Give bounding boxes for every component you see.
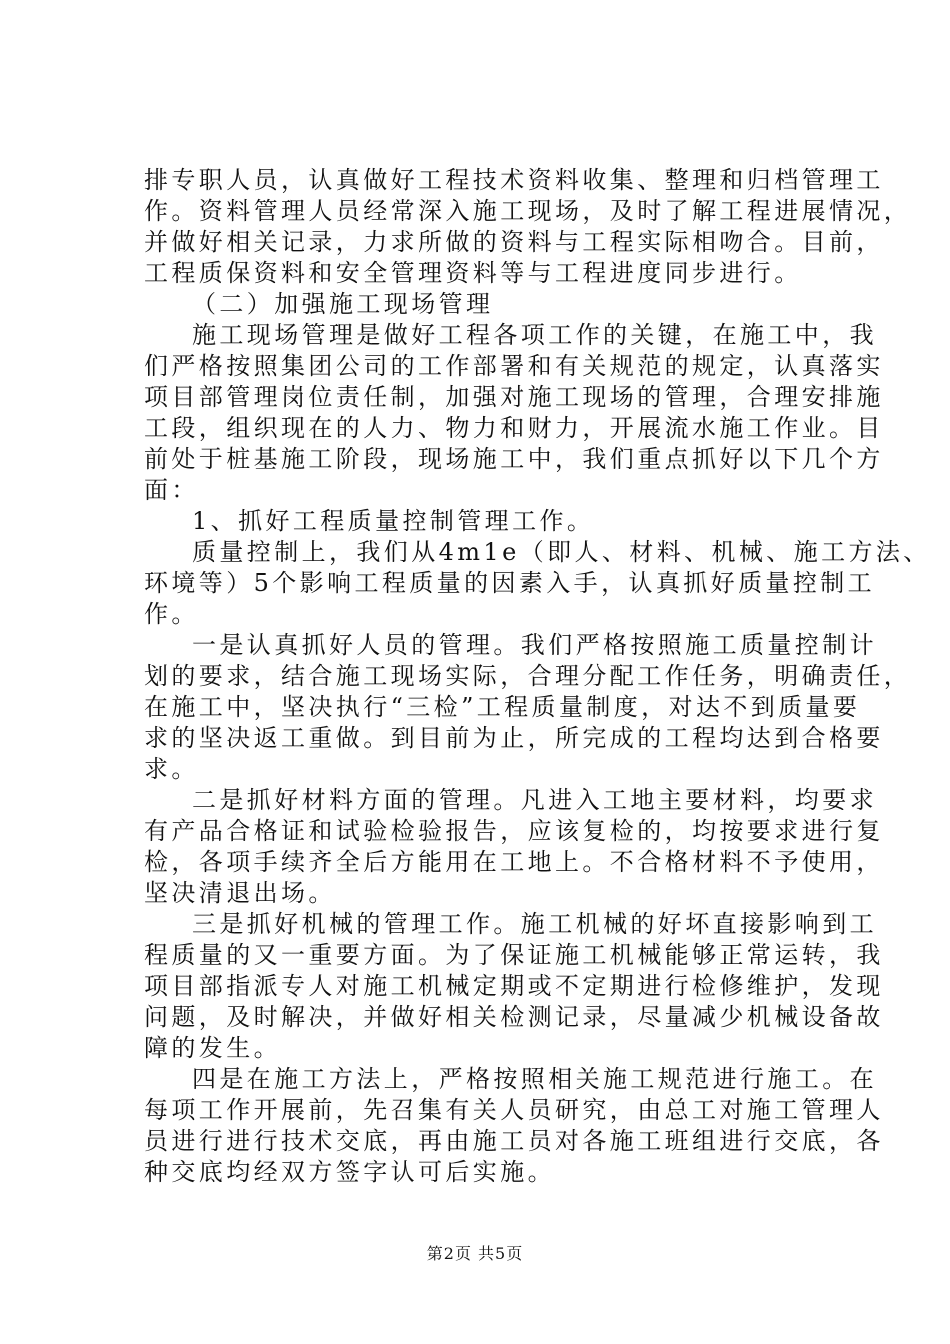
- text-line: 一是认真抓好人员的管理。我们严格按照施工质量控制计: [192, 631, 877, 659]
- text-line: 并做好相关记录，力求所做的资料与工程实际相吻合。目前，: [144, 228, 884, 256]
- text-line: 面：: [144, 476, 199, 504]
- text-line: 程质量的又一重要方面。为了保证施工机械能够正常运转，我: [144, 941, 884, 969]
- text-line: 障的发生。: [144, 1034, 281, 1062]
- text-line: 有产品合格证和试验检验报告，应该复检的，均按要求进行复: [144, 817, 884, 845]
- text-line: 环境等）5个影响工程质量的因素入手，认真抓好质量控制工: [144, 569, 876, 597]
- text-line: 前处于桩基施工阶段，现场施工中，我们重点抓好以下几个方: [144, 445, 884, 473]
- text-line: 排专职人员，认真做好工程技术资料收集、整理和归档管理工: [144, 166, 884, 194]
- text-line: 在施工中，坚决执行“三检”工程质量制度，对达不到质量要: [144, 693, 861, 721]
- text-line: 问题，及时解决，并做好相关检测记录，尽量减少机械设备故: [144, 1003, 884, 1031]
- text-line: 们严格按照集团公司的工作部署和有关规范的规定，认真落实: [144, 352, 884, 380]
- text-line: 作。: [144, 600, 199, 628]
- text-line: 坚决清退出场。: [144, 879, 336, 907]
- text-line: 种交底均经双方签字认可后实施。: [144, 1158, 555, 1186]
- text-line: 四是在施工方法上，严格按照相关施工规范进行施工。在: [192, 1065, 877, 1093]
- text-line: 质量控制上，我们从4m1e（即人、材料、机械、施工方法、: [192, 538, 931, 566]
- text-line: 每项工作开展前，先召集有关人员研究，由总工对施工管理人: [144, 1096, 884, 1124]
- document-body: [144, 165, 931, 1188]
- text-line: 划的要求，结合施工现场实际，合理分配工作任务，明确责任，: [144, 662, 912, 690]
- text-line: 员进行进行技术交底，再由施工员对各施工班组进行交底，各: [144, 1127, 884, 1155]
- text-line: 二是抓好材料方面的管理。凡进入工地主要材料，均要求: [192, 786, 877, 814]
- text-line: 施工现场管理是做好工程各项工作的关键，在施工中，我: [192, 321, 877, 349]
- text-line: 项目部指派专人对施工机械定期或不定期进行检修维护，发现: [144, 972, 884, 1000]
- text-line: 工段，组织现在的人力、物力和财力，开展流水施工作业。目: [144, 414, 884, 442]
- page-number: 第2页 共5页: [426, 1244, 524, 1263]
- text-line: 三是抓好机械的管理工作。施工机械的好坏直接影响到工: [192, 910, 877, 938]
- text-line: 求的坚决返工重做。到目前为止，所完成的工程均达到合格要: [144, 724, 884, 752]
- text-line: 工程质保资料和安全管理资料等与工程进度同步进行。: [144, 259, 802, 287]
- section-heading: （二）加强施工现场管理: [192, 290, 494, 318]
- text-line: 作。资料管理人员经常深入施工现场，及时了解工程进展情况，: [144, 197, 912, 225]
- text-line: 检，各项手续齐全后方能用在工地上。不合格材料不予使用，: [144, 848, 884, 876]
- text-line: 求。: [144, 755, 199, 783]
- subsection-heading: 1、抓好工程质量控制管理工作。: [192, 507, 595, 535]
- text-line: 项目部管理岗位责任制，加强对施工现场的管理，合理安排施: [144, 383, 884, 411]
